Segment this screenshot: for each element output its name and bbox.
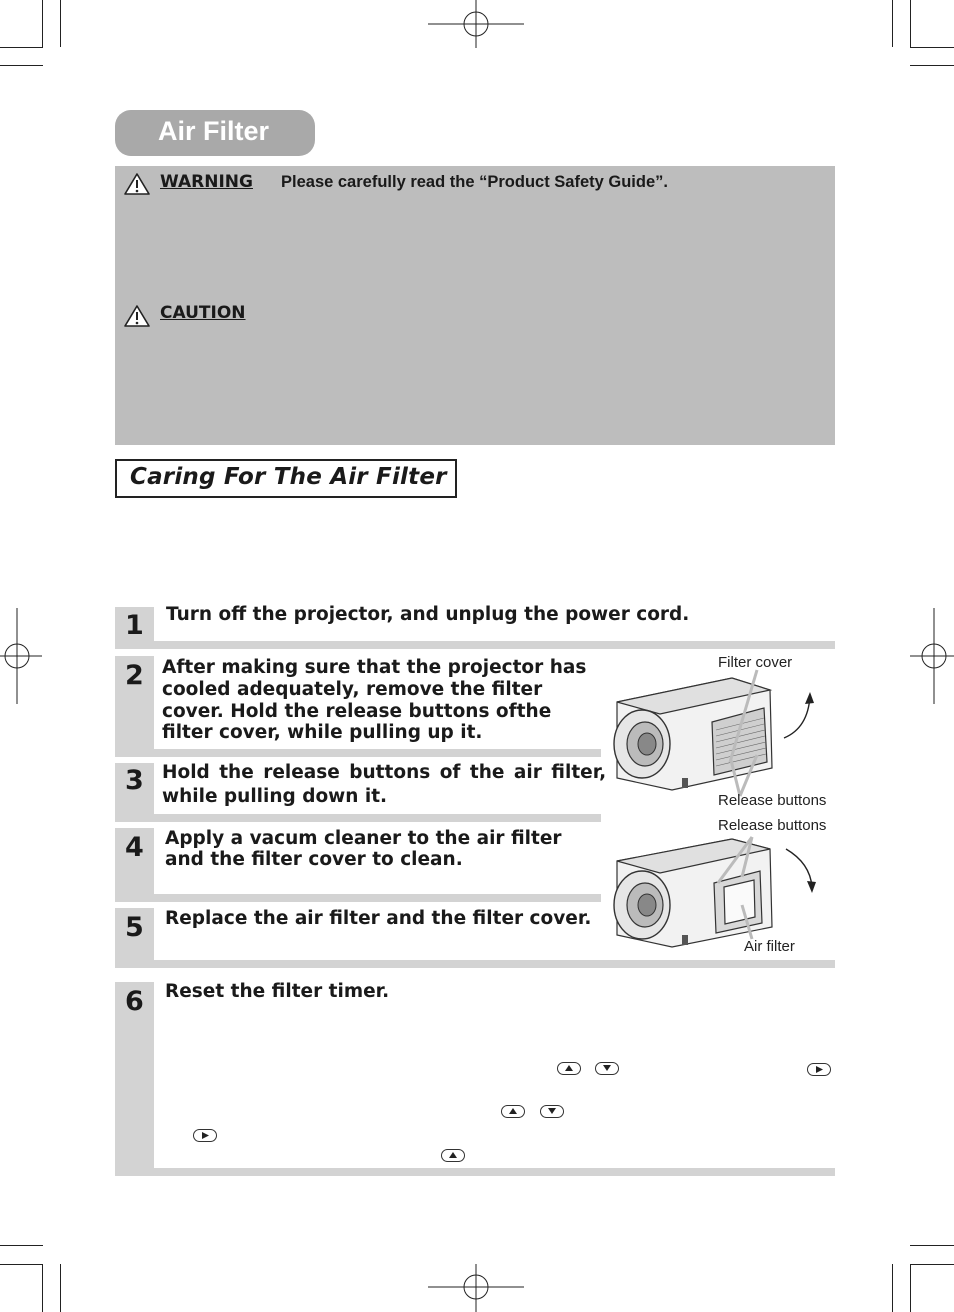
- step-2-line-3: cover. Hold the release buttons ofthe: [162, 701, 552, 722]
- warning-label: WARNING: [160, 172, 253, 192]
- step-4-line-1: Apply a vacum cleaner to the air filter: [165, 828, 562, 849]
- step-2-bar: [115, 749, 601, 757]
- step-3-number: 3: [125, 765, 144, 796]
- step-1-line-1: Turn off the projector, and unplug the power cord.: [166, 604, 690, 625]
- step-4-line-2: and the filter cover to clean.: [165, 849, 463, 870]
- up-button-icon: [501, 1105, 525, 1118]
- step-3-line-1: Hold the release buttons of the air filter,: [162, 762, 607, 783]
- down-button-icon: [595, 1062, 619, 1075]
- step-6-bar: [115, 1168, 835, 1176]
- step-4-bar: [115, 894, 601, 902]
- up-button-icon: [557, 1062, 581, 1075]
- warning-text: Please carefully read the “Product Safety Guide”.: [281, 173, 668, 191]
- projector-filter-cover-illustration: [612, 650, 834, 815]
- step-5-number: 5: [125, 912, 144, 943]
- step-2-line-4: filter cover, while pulling up it.: [162, 722, 483, 743]
- step-5-line-1: Replace the air filter and the filter cover.: [165, 908, 592, 929]
- subsection-title: Caring For The Air Filter: [130, 464, 447, 490]
- section-title: Air Filter: [158, 116, 270, 146]
- caution-label: CAUTION: [160, 303, 246, 323]
- label-filter-cover: Filter cover: [718, 654, 793, 671]
- projector-air-filter-illustration: [612, 835, 834, 955]
- label-release-buttons-top: Release buttons: [718, 792, 827, 809]
- right-button-icon: [807, 1063, 831, 1076]
- step-3-line-2: while pulling down it.: [162, 786, 388, 807]
- step-3-bar: [115, 814, 601, 822]
- step-6-number: 6: [125, 986, 144, 1017]
- step-1-bar: [115, 641, 835, 649]
- section-title-pill: [115, 110, 315, 156]
- step-6-line-1: Reset the filter timer.: [165, 981, 390, 1002]
- step-5-bar: [115, 960, 835, 968]
- label-release-buttons-bottom: Release buttons: [718, 817, 827, 834]
- subsection-title-box: [115, 459, 457, 498]
- warning-triangle-icon: [123, 172, 151, 196]
- step-1-number: 1: [125, 610, 144, 641]
- step-2-line-2: cooled adequately, remove the filter: [162, 679, 543, 700]
- right-button-icon: [193, 1129, 217, 1142]
- label-air-filter: Air filter: [744, 938, 795, 955]
- down-button-icon: [540, 1105, 564, 1118]
- step-2-number: 2: [125, 660, 144, 691]
- step-4-number: 4: [125, 832, 144, 863]
- caution-triangle-icon: [123, 304, 151, 328]
- up-button-icon: [441, 1149, 465, 1162]
- step-2-line-1: After making sure that the projector has: [162, 657, 587, 678]
